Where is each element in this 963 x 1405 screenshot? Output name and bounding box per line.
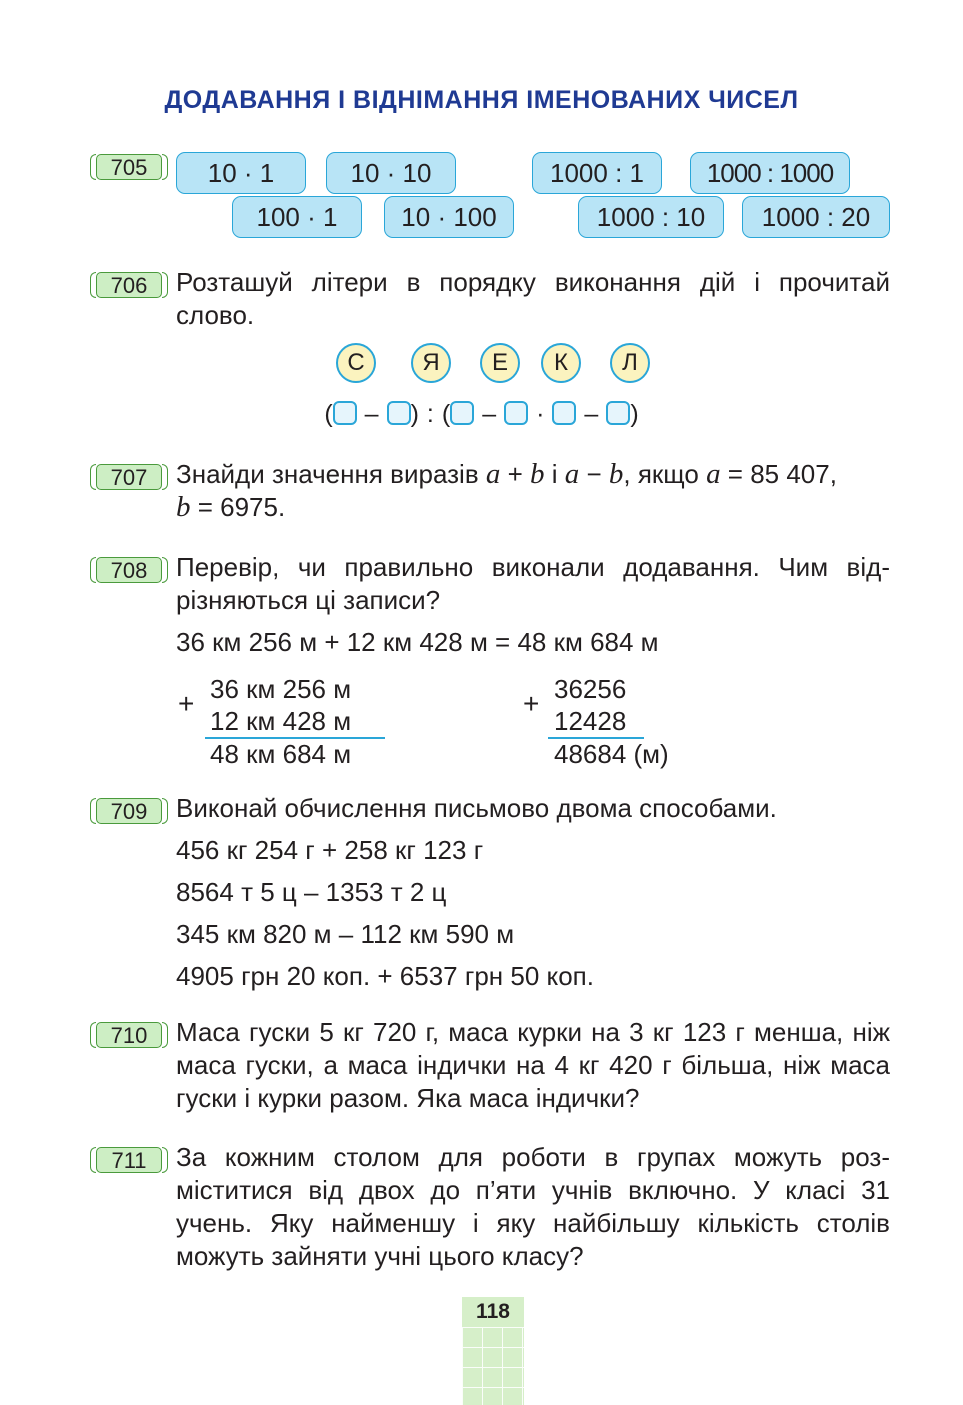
- text-part: і: [544, 459, 565, 489]
- plus-sign: +: [523, 688, 540, 719]
- paren: (: [441, 400, 451, 428]
- calc-line: 456 кг 254 г + 258 кг 123 г: [176, 835, 484, 865]
- order-formula: [0, 400, 963, 429]
- expression-chip: 1000 : 1000: [690, 152, 850, 194]
- expression-chip: 100 · 1: [232, 196, 362, 238]
- var-b: b: [176, 491, 191, 523]
- paren: ): [630, 400, 639, 428]
- paren: (: [324, 400, 333, 428]
- page-number: 118: [476, 1300, 510, 1323]
- var-a: a: [485, 458, 501, 490]
- var-a: a: [706, 458, 721, 490]
- operator: –: [584, 400, 599, 428]
- task-number-710: 710: [96, 1022, 162, 1048]
- letter-circle: К: [541, 343, 581, 383]
- task-709-text: Виконай обчислення письмово двома способами.: [176, 793, 777, 823]
- column-line: 36 км 256 м: [210, 674, 352, 704]
- task-number-709: 709: [96, 798, 162, 824]
- expression-chip: 1000 : 20: [742, 196, 890, 238]
- value-b: = 6975.: [190, 492, 286, 522]
- expression-chip: 10 · 10: [326, 152, 456, 194]
- task-706-text: Розташуй літери в порядку виконання дій і прочитай слово.: [176, 267, 890, 330]
- answer-box[interactable]: [552, 401, 576, 425]
- operator: +: [500, 459, 530, 489]
- column-line: 12428: [554, 706, 627, 736]
- operator: –: [364, 400, 379, 428]
- plus-sign: +: [178, 688, 195, 719]
- task-number-707: 707: [96, 464, 162, 490]
- operator: :: [426, 400, 434, 428]
- page-title: ДОДАВАННЯ І ВІДНІМАННЯ ІМЕНОВАНИХ ЧИСЕЛ: [164, 86, 799, 114]
- value-a: = 85 407,: [720, 459, 837, 489]
- letter-circle: Е: [480, 343, 520, 383]
- calc-line: 4905 грн 20 коп. + 6537 грн 50 коп.: [176, 961, 594, 991]
- column-line: 12 км 428 м: [210, 706, 352, 736]
- column-line: 48 км 684 м: [210, 739, 352, 769]
- task-708-text: Перевір, чи правильно виконали додавання. Чим відрізняються ці записи?: [176, 552, 890, 615]
- letter-circle: Я: [411, 343, 451, 383]
- expression-chip: 1000 : 1: [532, 152, 662, 194]
- task-number-706: 706: [96, 272, 162, 298]
- task-number-705: 705: [96, 154, 162, 180]
- var-b: b: [608, 458, 624, 490]
- var-a: a: [564, 458, 580, 490]
- answer-box[interactable]: [606, 401, 630, 425]
- task-number-708: 708: [96, 557, 162, 583]
- text-part: Знайди значення виразів: [176, 459, 486, 489]
- answer-box[interactable]: [450, 401, 474, 425]
- task-number-711: 711: [96, 1147, 162, 1173]
- equation-line: 36 км 256 м + 12 км 428 м = 48 км 684 м: [176, 627, 659, 657]
- operator: ·: [536, 400, 545, 428]
- grid-pattern: [462, 1327, 524, 1405]
- var-b: b: [530, 458, 545, 490]
- expression-chip: 1000 : 10: [578, 196, 724, 238]
- task-707-text: [176, 458, 890, 524]
- column-line: 36256: [554, 674, 627, 704]
- expression-chip: 10 · 1: [176, 152, 306, 194]
- paren: ): [410, 400, 419, 428]
- expression-chip: 10 · 100: [384, 196, 514, 238]
- calc-line: 345 км 820 м – 112 км 590 м: [176, 919, 515, 949]
- operator: –: [482, 400, 497, 428]
- answer-box[interactable]: [504, 401, 528, 425]
- task-711-text: За кожним столом для роботи в групах можуть розміститися від двох до п’яти учнів включно. У класі 31 учень. Яку найменшу і яку найбільшу кількість столів можуть зайняти учні цього класу?: [176, 1142, 890, 1271]
- operator: −: [579, 459, 609, 489]
- task-710-text: Маса гуски 5 кг 720 г, маса курки на 3 кг 123 г менша, ніж маса гуски, а маса індички на 4 кг 420 г більша, ніж маса гуски і курки разом. Яка маса індички?: [176, 1017, 890, 1113]
- column-line: 48684 (м): [554, 739, 669, 769]
- page-number-box: [462, 1297, 524, 1405]
- calc-line: 8564 т 5 ц – 1353 т 2 ц: [176, 877, 447, 907]
- text-part: , якщо: [623, 459, 707, 489]
- letter-circle: С: [336, 343, 376, 383]
- answer-box[interactable]: [387, 401, 411, 425]
- answer-box[interactable]: [333, 401, 357, 425]
- letter-circle: Л: [610, 343, 650, 383]
